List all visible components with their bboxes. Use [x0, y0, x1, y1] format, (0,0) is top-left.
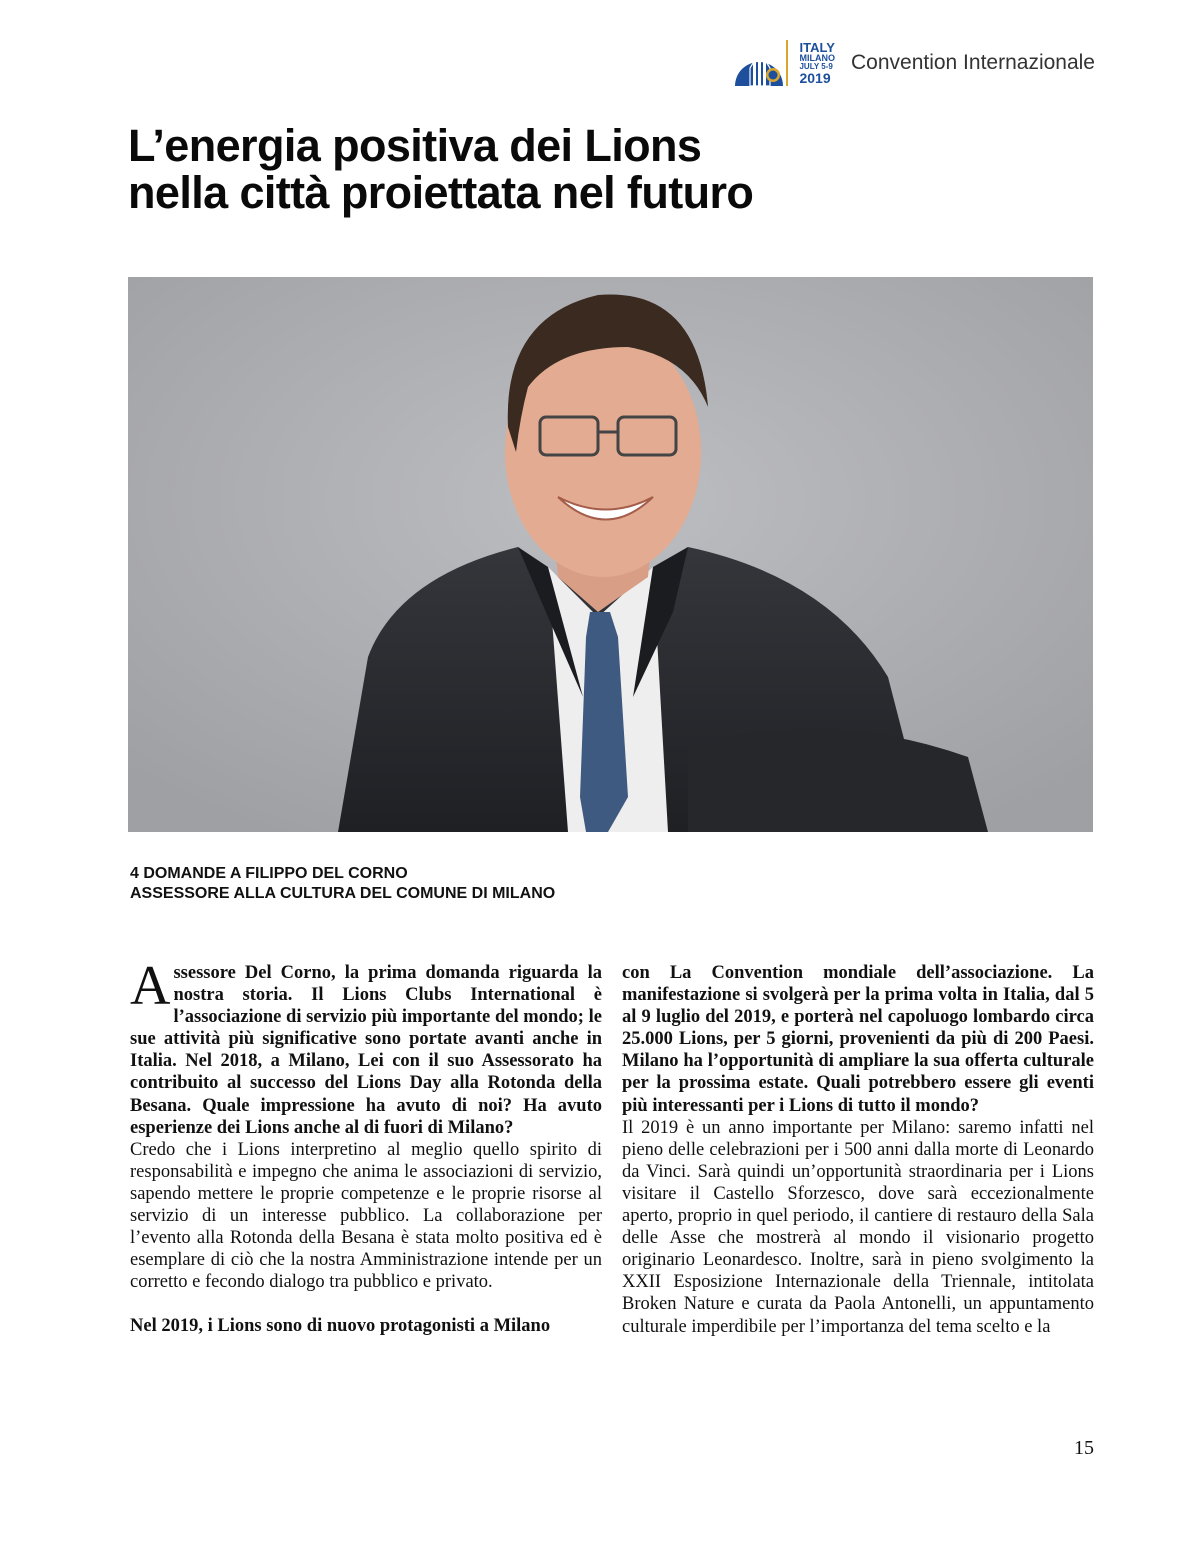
page-header [733, 38, 1095, 88]
portrait-illustration [128, 277, 1093, 832]
logo-text [799, 41, 835, 85]
logo-country: ITALY [799, 40, 835, 55]
article-title [128, 122, 753, 216]
title-line-2: nella città proiettata nel futuro [128, 167, 754, 218]
convention-logo [733, 38, 835, 88]
text-column-left [130, 955, 602, 1338]
question-1 [130, 955, 602, 1139]
question-2-start: Nel 2019, i Lions sono di nuovo protagonisti a Milano [130, 1316, 551, 1337]
page-number: 15 [1074, 1437, 1094, 1459]
answer-1: Credo che i Lions interpretino al meglio quello spirito di responsabilità e impegno che anima le associazioni di servizio, sapendo mettere le proprie competenze e le proprie risorse al servizio di un interesse pubblico. La collaborazione per l’evento alla Rotonda della Besana è stata molto positiva ed è esemplare di ciò che la nostra Amministrazione intende per un corretto e fecondo dialogo tra pubblico e privato. [130, 1139, 602, 1293]
lions-convention-logo-icon [733, 38, 795, 88]
portrait-photo [128, 277, 1093, 832]
section-title: Convention Internazionale [850, 51, 1095, 74]
article-subhead [130, 864, 555, 904]
text-column-right [622, 962, 1094, 1338]
answer-2: Il 2019 è un anno importante per Milano: saremo infatti nel pieno delle celebrazioni per i 500 anni dalla morte di Leonardo da Vinci. Sarà quindi un’opportunità straordinaria per i Lions visitare il Castello Sforzesco, dove sarà eccezionalmente aperto, proprio in quel periodo, il cantiere di restauro della Sala delle Asse che mostrerà al mondo il visionario progetto originario Leonardesco. Inoltre, sarà in pieno svolgimento la XXII Esposizione Internazionale della Triennale, intitolata Broken Nature e curata da Paola Antonelli, un appuntamento culturale imperdibile per l’importanza del tema scelto e la [622, 1117, 1094, 1337]
logo-year: 2019 [799, 70, 831, 86]
logo-dates: JULY 5-9 [799, 62, 833, 71]
paragraph-spacer [130, 1293, 602, 1315]
title-line-1: L’energia positiva dei Lions [128, 120, 702, 171]
subhead-line-1: 4 DOMANDE A FILIPPO DEL CORNO [130, 865, 408, 882]
question-2-end: con La Convention mondiale dell’associazione. La manifestazione si svolgerà per la prima volta in Italia, dal 5 al 9 luglio del 2019, e porterà nel capoluogo lombardo circa 25.000 Lions, per 5 giorni, provenienti da più di 200 Paesi. Milano ha l’opportunità di ampliare la sua offerta culturale per la prossima estate. Quali potrebbero essere gli eventi più interessanti per i Lions di tutto il mondo? [622, 963, 1094, 1116]
logo-city: MILANO [799, 53, 835, 63]
drop-cap: A [130, 955, 171, 1017]
subhead-line-2: ASSESSORE ALLA CULTURA DEL COMUNE DI MILANO [130, 885, 556, 902]
question-1-text: ssessore Del Corno, la prima domanda riguarda la nostra storia. Il Lions Clubs International è l’associazione di servizio più importante del mondo; le sue attività più significative sono portate avanti anche in Italia. Nel 2018, a Milano, Lei con il suo Assessorato ha contribuito al successo del Lions Day alla Rotonda della Besana. Quale impressione ha avuto di noi? Ha avuto esperienze dei Lions anche al di fuori di Milano? [130, 963, 602, 1138]
